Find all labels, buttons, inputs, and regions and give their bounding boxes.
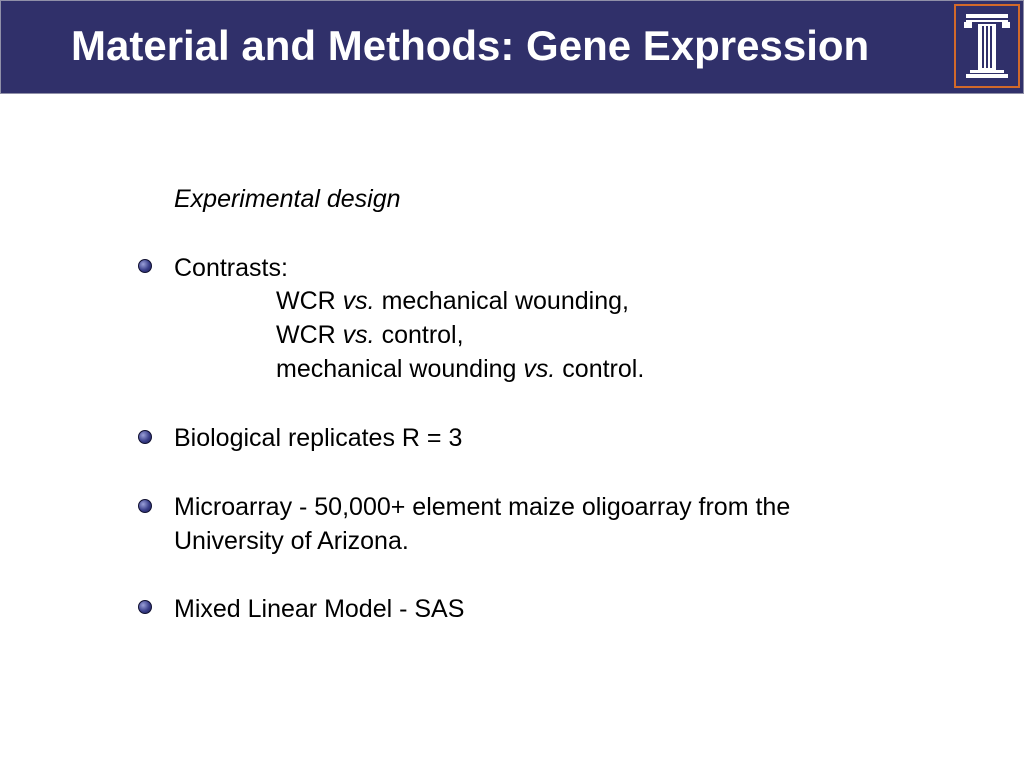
slide-header [0, 0, 1024, 94]
replicates-text: Biological replicates R = 3 [174, 424, 463, 452]
microarray-text-line2: University of Arizona. [174, 527, 409, 555]
model-text: Mixed Linear Model - SAS [174, 595, 465, 623]
bullet-icon [138, 600, 152, 614]
contrast-item: WCR vs. mechanical wounding, [276, 287, 629, 315]
contrast-item: mechanical wounding vs. control. [276, 355, 645, 383]
contrast-item: WCR vs. control, [276, 321, 464, 349]
bullet-icon [138, 499, 152, 513]
illinois-block-i-icon [954, 4, 1020, 88]
slide-title: Material and Methods: Gene Expression [71, 22, 870, 69]
experimental-design-heading: Experimental design [174, 185, 401, 213]
bullet-icon [138, 430, 152, 444]
microarray-text-line1: Microarray - 50,000+ element maize oligoarray from the [174, 493, 791, 521]
bullet-icon [138, 259, 152, 273]
contrasts-label: Contrasts: [174, 254, 288, 282]
